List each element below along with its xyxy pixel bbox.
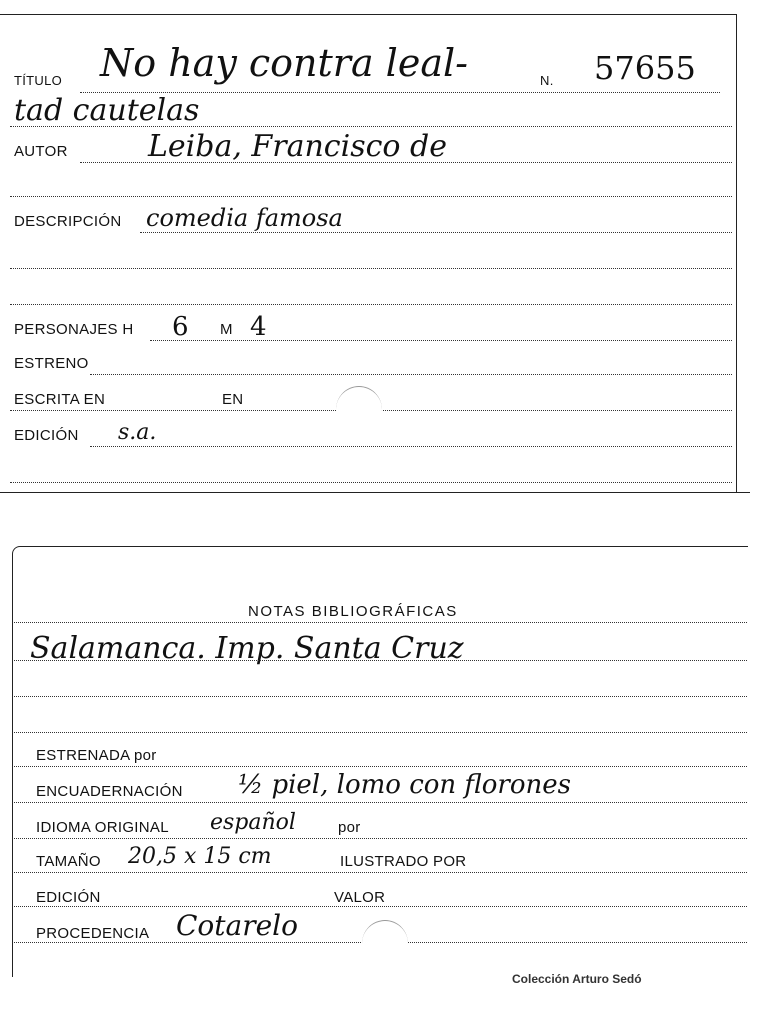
valor-label: VALOR — [334, 889, 386, 906]
encuadernacion-value: ½ piel, lomo con florones — [238, 770, 571, 800]
escrita-label: ESCRITA EN — [14, 391, 106, 408]
procedencia-value: Cotarelo — [176, 909, 298, 942]
estreno-line — [90, 374, 732, 375]
idioma-por-label: por — [338, 819, 361, 836]
tamano-value: 20,5 x 15 cm — [128, 844, 272, 869]
blank-line — [14, 660, 747, 661]
estrenada-line — [14, 766, 747, 767]
ilustrado-label: ILUSTRADO POR — [340, 853, 467, 870]
edicion-line — [14, 906, 747, 907]
punch-hole — [336, 386, 382, 433]
blank-line — [10, 196, 732, 197]
escrita-en-label: EN — [222, 391, 244, 408]
procedencia-label: PROCEDENCIA — [36, 925, 150, 942]
notas-line — [14, 622, 747, 623]
autor-value: Leiba, Francisco de — [148, 129, 447, 164]
personajes-label: PERSONAJES H — [14, 321, 134, 338]
titulo-value: No hay contra leal- — [100, 41, 468, 85]
personajes-h-value: 6 — [172, 312, 189, 342]
numero-label: N. — [540, 73, 554, 88]
descripcion-label: DESCRIPCIÓN — [14, 213, 122, 230]
idioma-value: español — [210, 810, 296, 835]
tamano-line — [14, 872, 747, 873]
titulo-value-continued: tad cautelas — [14, 93, 200, 128]
edicion-line — [90, 446, 732, 447]
idioma-label: IDIOMA ORIGINAL — [36, 819, 169, 836]
blank-line — [10, 304, 732, 305]
blank-line — [14, 696, 747, 697]
collection-stamp: Colección Arturo Sedó — [512, 972, 642, 986]
encuadernacion-label: ENCUADERNACIÓN — [36, 783, 183, 800]
punch-hole — [362, 920, 408, 967]
encuadernacion-line — [14, 802, 747, 803]
blank-line — [10, 482, 732, 483]
card-front-bottom-edge — [0, 492, 750, 493]
idioma-line — [14, 838, 747, 839]
blank-line — [10, 268, 732, 269]
notas-value: Salamanca. Imp. Santa Cruz — [30, 631, 464, 666]
titulo-label: TÍTULO — [14, 73, 63, 88]
edicion-label: EDICIÓN — [36, 889, 101, 906]
blank-line — [14, 732, 747, 733]
numero-value: 57655 — [594, 49, 696, 87]
personajes-m-label: M — [220, 321, 233, 338]
edicion-label: EDICIÓN — [14, 427, 79, 444]
autor-label: AUTOR — [14, 143, 68, 160]
personajes-line — [150, 340, 732, 341]
edicion-value: s.a. — [118, 420, 157, 445]
estrenada-label: ESTRENADA por — [36, 747, 157, 764]
descripcion-value: comedia famosa — [146, 204, 343, 232]
descripcion-line — [140, 232, 732, 233]
personajes-m-value: 4 — [250, 312, 267, 342]
notas-heading: NOTAS BIBLIOGRÁFICAS — [248, 603, 458, 620]
estreno-label: ESTRENO — [14, 355, 89, 372]
tamano-label: TAMAÑO — [36, 853, 101, 870]
